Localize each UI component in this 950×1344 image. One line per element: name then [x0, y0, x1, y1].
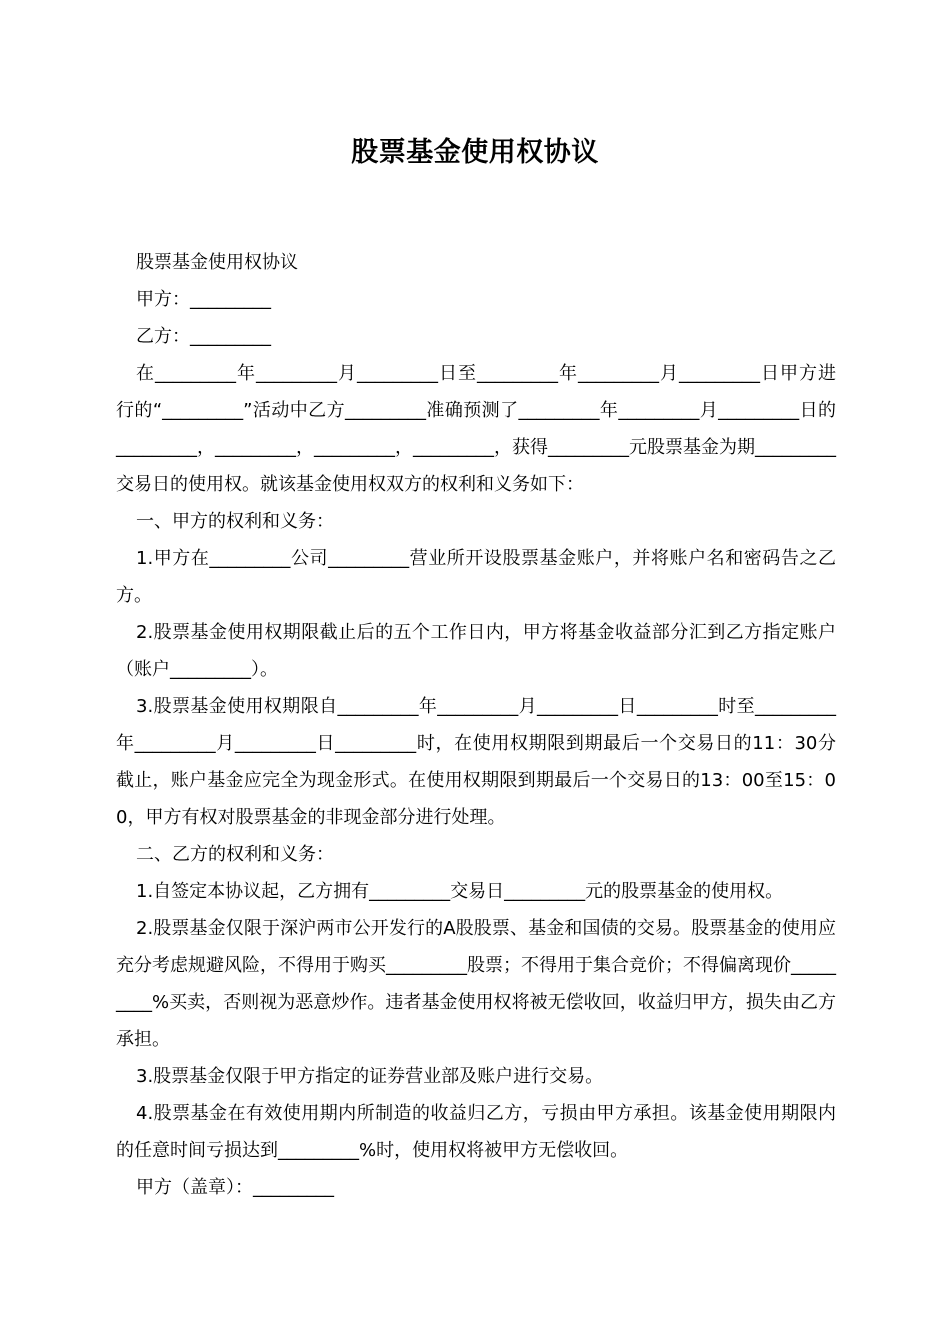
clause-a-1: 1.甲方在_________公司_________营业所开设股票基金账户，并将账户名和密码告之乙方。	[116, 548, 836, 606]
preamble-paragraph: 在_________年_________月_________日至_________年_________月_________日甲方进行的“_________”活动中乙方_________准确预测了_________年_________月_________日的_________，_________，_________，_________，获得_________元股票基金为期_________交易日的使用权。就该基金使用权双方的权利和义务如下：	[116, 363, 836, 495]
party-a-line: 甲方：_________	[136, 289, 271, 310]
clause-b-4: 4.股票基金在有效使用期内所制造的收益归乙方，亏损由甲方承担。该基金使用期限内的任意时间亏损达到_________%时，使用权将被甲方无偿收回。	[116, 1103, 836, 1161]
section-heading-party-b: 二、乙方的权利和义务：	[136, 844, 334, 865]
party-b-line: 乙方：_________	[136, 326, 271, 347]
section-heading-party-a: 一、甲方的权利和义务：	[136, 511, 334, 532]
clause-a-3: 3.股票基金使用权期限自_________年_________月_________日_________时至_________年_________月_________日_________时，在使用权期限到期最后一个交易日的11：30分截止，账户基金应完全为现金形式。在使用权期限到期最后一个交易日的13：00至15：00，甲方有权对股票基金的非现金部分进行处理。	[116, 696, 836, 828]
document-title: 股票基金使用权协议	[351, 137, 599, 168]
clause-a-2: 2.股票基金使用权期限截止后的五个工作日内，甲方将基金收益部分汇到乙方指定账户（账户_________）。	[116, 622, 836, 680]
signature-line-party-a: 甲方（盖章）：_________	[136, 1177, 334, 1198]
clause-b-2: 2.股票基金仅限于深沪两市公开发行的A股股票、基金和国债的交易。股票基金的使用应充分考虑规避风险，不得用于购买_________股票；不得用于集合竞价；不得偏离现价_________%买卖，否则视为恶意炒作。违者基金使用权将被无偿收回，收益归甲方，损失由乙方承担。	[116, 918, 836, 1050]
clause-b-1: 1.自签定本协议起，乙方拥有_________交易日_________元的股票基金的使用权。	[136, 881, 784, 902]
clause-b-3: 3.股票基金仅限于甲方指定的证券营业部及账户进行交易。	[136, 1066, 604, 1087]
document-body	[116, 244, 836, 1206]
paragraph-heading: 股票基金使用权协议	[136, 252, 298, 273]
